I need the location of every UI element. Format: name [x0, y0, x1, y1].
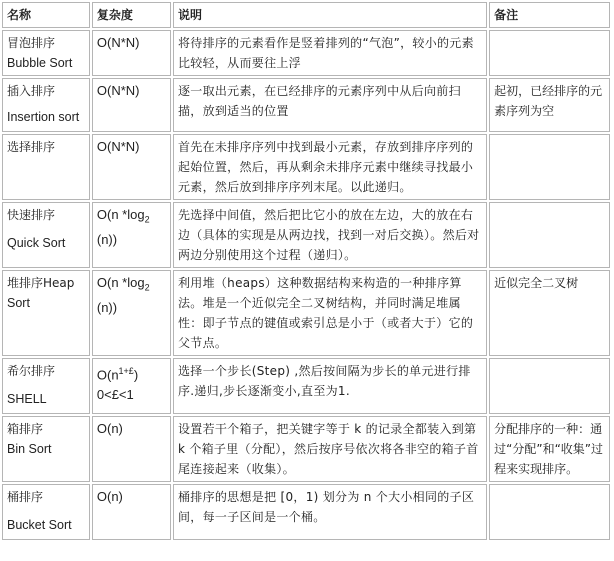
name-en: Insertion sort	[7, 110, 80, 124]
remark-cell: 分配排序的一种：通过“分配”和“收集”过程来实现排序。	[489, 416, 610, 482]
remark-cell	[489, 134, 610, 200]
complexity-cell: O(n)	[92, 484, 171, 540]
name-cell	[2, 78, 90, 132]
complexity-cell: O(N*N)	[92, 30, 171, 76]
description-cell: 先选择中间值，然后把比它小的放在左边，大的放在右边（具体的实现是从两边找，找到一对后交换）。然后对两边分别使用这个过程（递归）。	[173, 202, 487, 268]
name-cn: 快速排序	[7, 208, 56, 222]
table-row	[2, 78, 610, 132]
table-row	[2, 416, 610, 482]
table-row	[2, 270, 610, 356]
header-remark: 备注	[489, 2, 610, 28]
complexity-cell: O(N*N)	[92, 134, 171, 200]
header-complexity: 复杂度	[92, 2, 171, 28]
complexity-suffix: )	[133, 367, 139, 383]
complexity-sup: 1+£	[118, 366, 134, 376]
name-en: Bubble Sort	[7, 56, 73, 70]
complexity-cell	[92, 202, 171, 268]
description-cell: 将待排序的元素看作是竖着排列的“气泡”，较小的元素比较轻，从而要往上浮	[173, 30, 487, 76]
name-cn: 希尔排序	[7, 364, 56, 378]
description-cell: 设置若干个箱子，把关键字等于 k 的记录全都装入到第 k 个箱子里（分配），然后按序号依次将各非空的箱子首尾连接起来（收集）。	[173, 416, 487, 482]
complexity-cell: O(N*N)	[92, 78, 171, 132]
remark-cell	[489, 358, 610, 414]
complexity-prefix: O(n *log	[96, 207, 145, 222]
name-cn: 插入排序	[7, 84, 56, 98]
remark-cell	[489, 30, 610, 76]
name-cn: 冒泡排序	[7, 36, 56, 50]
name-cell	[2, 484, 90, 540]
name-cell	[2, 358, 90, 414]
complexity-suffix: (n))	[96, 299, 118, 315]
complexity-cell	[92, 358, 171, 414]
header-row	[2, 2, 610, 28]
name-cn: 箱排序	[7, 422, 44, 436]
name-cn: 选择排序	[7, 140, 56, 154]
complexity-suffix: (n))	[96, 231, 118, 247]
header-description: 说明	[173, 2, 487, 28]
name-en: Quick Sort	[7, 236, 66, 250]
complexity-sub: 2	[144, 214, 150, 225]
table-row	[2, 134, 610, 200]
table-row	[2, 484, 610, 540]
remark-cell	[489, 202, 610, 268]
complexity-sub: 2	[144, 282, 150, 293]
name-cell	[2, 270, 90, 356]
name-cn: 堆排序Heap	[7, 276, 75, 290]
complexity-cell	[92, 270, 171, 356]
description-cell: 逐一取出元素，在已经排序的元素序列中从后向前扫描，放到适当的位置	[173, 78, 487, 132]
table-row	[2, 30, 610, 76]
description-cell: 桶排序的思想是把 [0，1) 划分为 n 个大小相同的子区间，每一子区间是一个桶。	[173, 484, 487, 540]
remark-cell	[489, 484, 610, 540]
table-row	[2, 202, 610, 268]
complexity-line2: 0<£<1	[96, 387, 134, 403]
remark-cell: 近似完全二叉树	[489, 270, 610, 356]
description-cell: 首先在未排序序列中找到最小元素，存放到排序序列的起始位置，然后，再从剩余未排序元素中继续寻找最小元素，然后放到排序序列末尾。以此递归。	[173, 134, 487, 200]
name-en: SHELL	[7, 392, 47, 406]
complexity-prefix: O(n *log	[96, 275, 145, 290]
name-en: Bin Sort	[7, 442, 52, 456]
complexity-cell: O(n)	[92, 416, 171, 482]
name-cell	[2, 202, 90, 268]
header-name: 名称	[2, 2, 90, 28]
description-cell: 利用堆（heaps）这种数据结构来构造的一种排序算法。堆是一个近似完全二叉树结构，并同时满足堆属性：即子节点的键值或索引总是小于（或者大于）它的父节点。	[173, 270, 487, 356]
name-cell	[2, 30, 90, 76]
name-cell	[2, 416, 90, 482]
name-en: Sort	[7, 296, 30, 310]
description-cell: 选择一个步长(Step) ,然后按间隔为步长的单元进行排序.递归,步长逐渐变小,直至为1.	[173, 358, 487, 414]
complexity-prefix: O(n	[96, 367, 119, 383]
name-cn: 桶排序	[7, 490, 44, 504]
table-row	[2, 358, 610, 414]
name-en: Bucket Sort	[7, 518, 72, 532]
remark-cell: 起初，已经排序的元素序列为空	[489, 78, 610, 132]
name-cell	[2, 134, 90, 200]
